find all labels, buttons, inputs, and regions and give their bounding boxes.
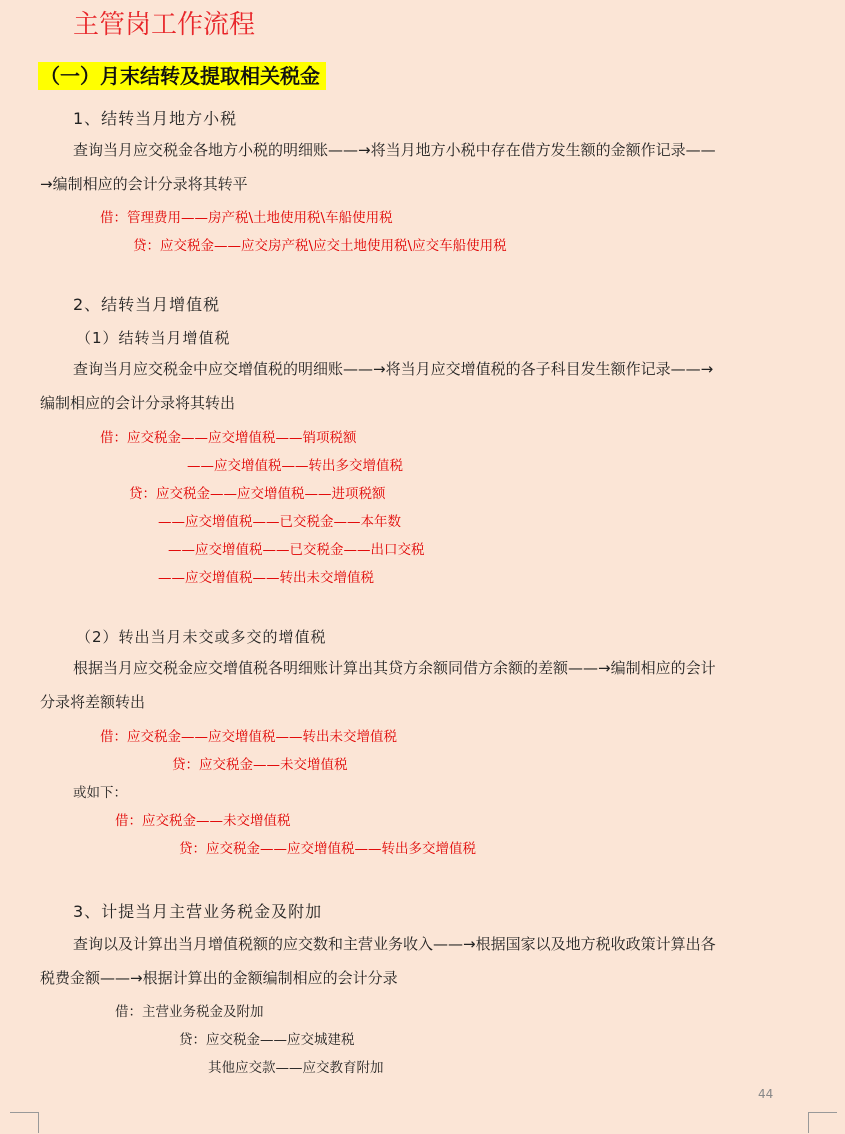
entry-4-debit: 借：主营业务税金及附加 <box>115 1004 264 1020</box>
paragraph-4-line-1: 查询以及计算出当月增值税额的应交数和主营业务收入——→根据国家以及地方税收政策计算出各 <box>73 935 716 953</box>
entry-2-line-3: 贷：应交税金——应交增值税——进项税额 <box>129 486 386 502</box>
entry-4-credit-2: 其他应交款——应交教育附加 <box>208 1060 384 1076</box>
paragraph-1-line-1: 查询当月应交税金各地方小税的明细账——→将当月地方小税中存在借方发生额的金额作记录—— <box>73 141 716 159</box>
page-title: 主管岗工作流程 <box>73 10 256 40</box>
entry-3-credit: 贷：应交税金——未交增值税 <box>172 757 348 773</box>
section-heading <box>38 60 326 89</box>
paragraph-1-line-2: →编制相应的会计分录将其转平 <box>40 175 248 193</box>
entry-2-line-6: ——应交增值税——转出未交增值税 <box>158 570 374 586</box>
paragraph-3-line-2: 分录将差额转出 <box>40 693 146 711</box>
subheading-2-2: （2）转出当月未交或多交的增值税 <box>76 628 327 646</box>
entry-3-debit: 借：应交税金——应交增值税——转出未交增值税 <box>100 729 397 745</box>
entry-3-alt-debit: 借：应交税金——未交增值税 <box>115 813 291 829</box>
page-corner-marker-right <box>808 1112 837 1133</box>
entry-1-credit: 贷：应交税金——应交房产税\应交土地使用税\应交车船使用税 <box>133 238 507 254</box>
entry-4-credit: 贷：应交税金——应交城建税 <box>179 1032 355 1048</box>
paragraph-2-line-2: 编制相应的会计分录将其转出 <box>40 394 236 412</box>
entry-1-debit: 借：管理费用——房产税\土地使用税\车船使用税 <box>100 210 393 226</box>
entry-2-line-5: ——应交增值税——已交税金——出口交税 <box>168 542 425 558</box>
paragraph-3-line-1: 根据当月应交税金应交增值税各明细账计算出其贷方余额同借方余额的差额——→编制相应的会计 <box>73 659 716 677</box>
or-label: 或如下： <box>73 785 127 801</box>
entry-2-line-2: ——应交增值税——转出多交增值税 <box>187 458 403 474</box>
subheading-2-1: （1）结转当月增值税 <box>76 329 231 347</box>
paragraph-4-line-2: 税费金额——→根据计算出的金额编制相应的会计分录 <box>40 969 398 987</box>
entry-2-line-4: ——应交增值税——已交税金——本年数 <box>158 514 401 530</box>
page-corner-marker-left <box>10 1112 39 1133</box>
paragraph-2-line-1: 查询当月应交税金中应交增值税的明细账——→将当月应交增值税的各子科目发生额作记录——→ <box>73 360 714 378</box>
subheading-3: 3、计提当月主营业务税金及附加 <box>73 902 323 921</box>
section-heading-text: （一）月末结转及提取相关税金 <box>38 62 326 90</box>
page-number: 44 <box>758 1087 774 1101</box>
entry-2-line-1: 借：应交税金——应交增值税——销项税额 <box>100 430 357 446</box>
subheading-1: 1、结转当月地方小税 <box>73 109 238 128</box>
subheading-2: 2、结转当月增值税 <box>73 295 221 314</box>
entry-3-alt-credit: 贷：应交税金——应交增值税——转出多交增值税 <box>179 841 476 857</box>
